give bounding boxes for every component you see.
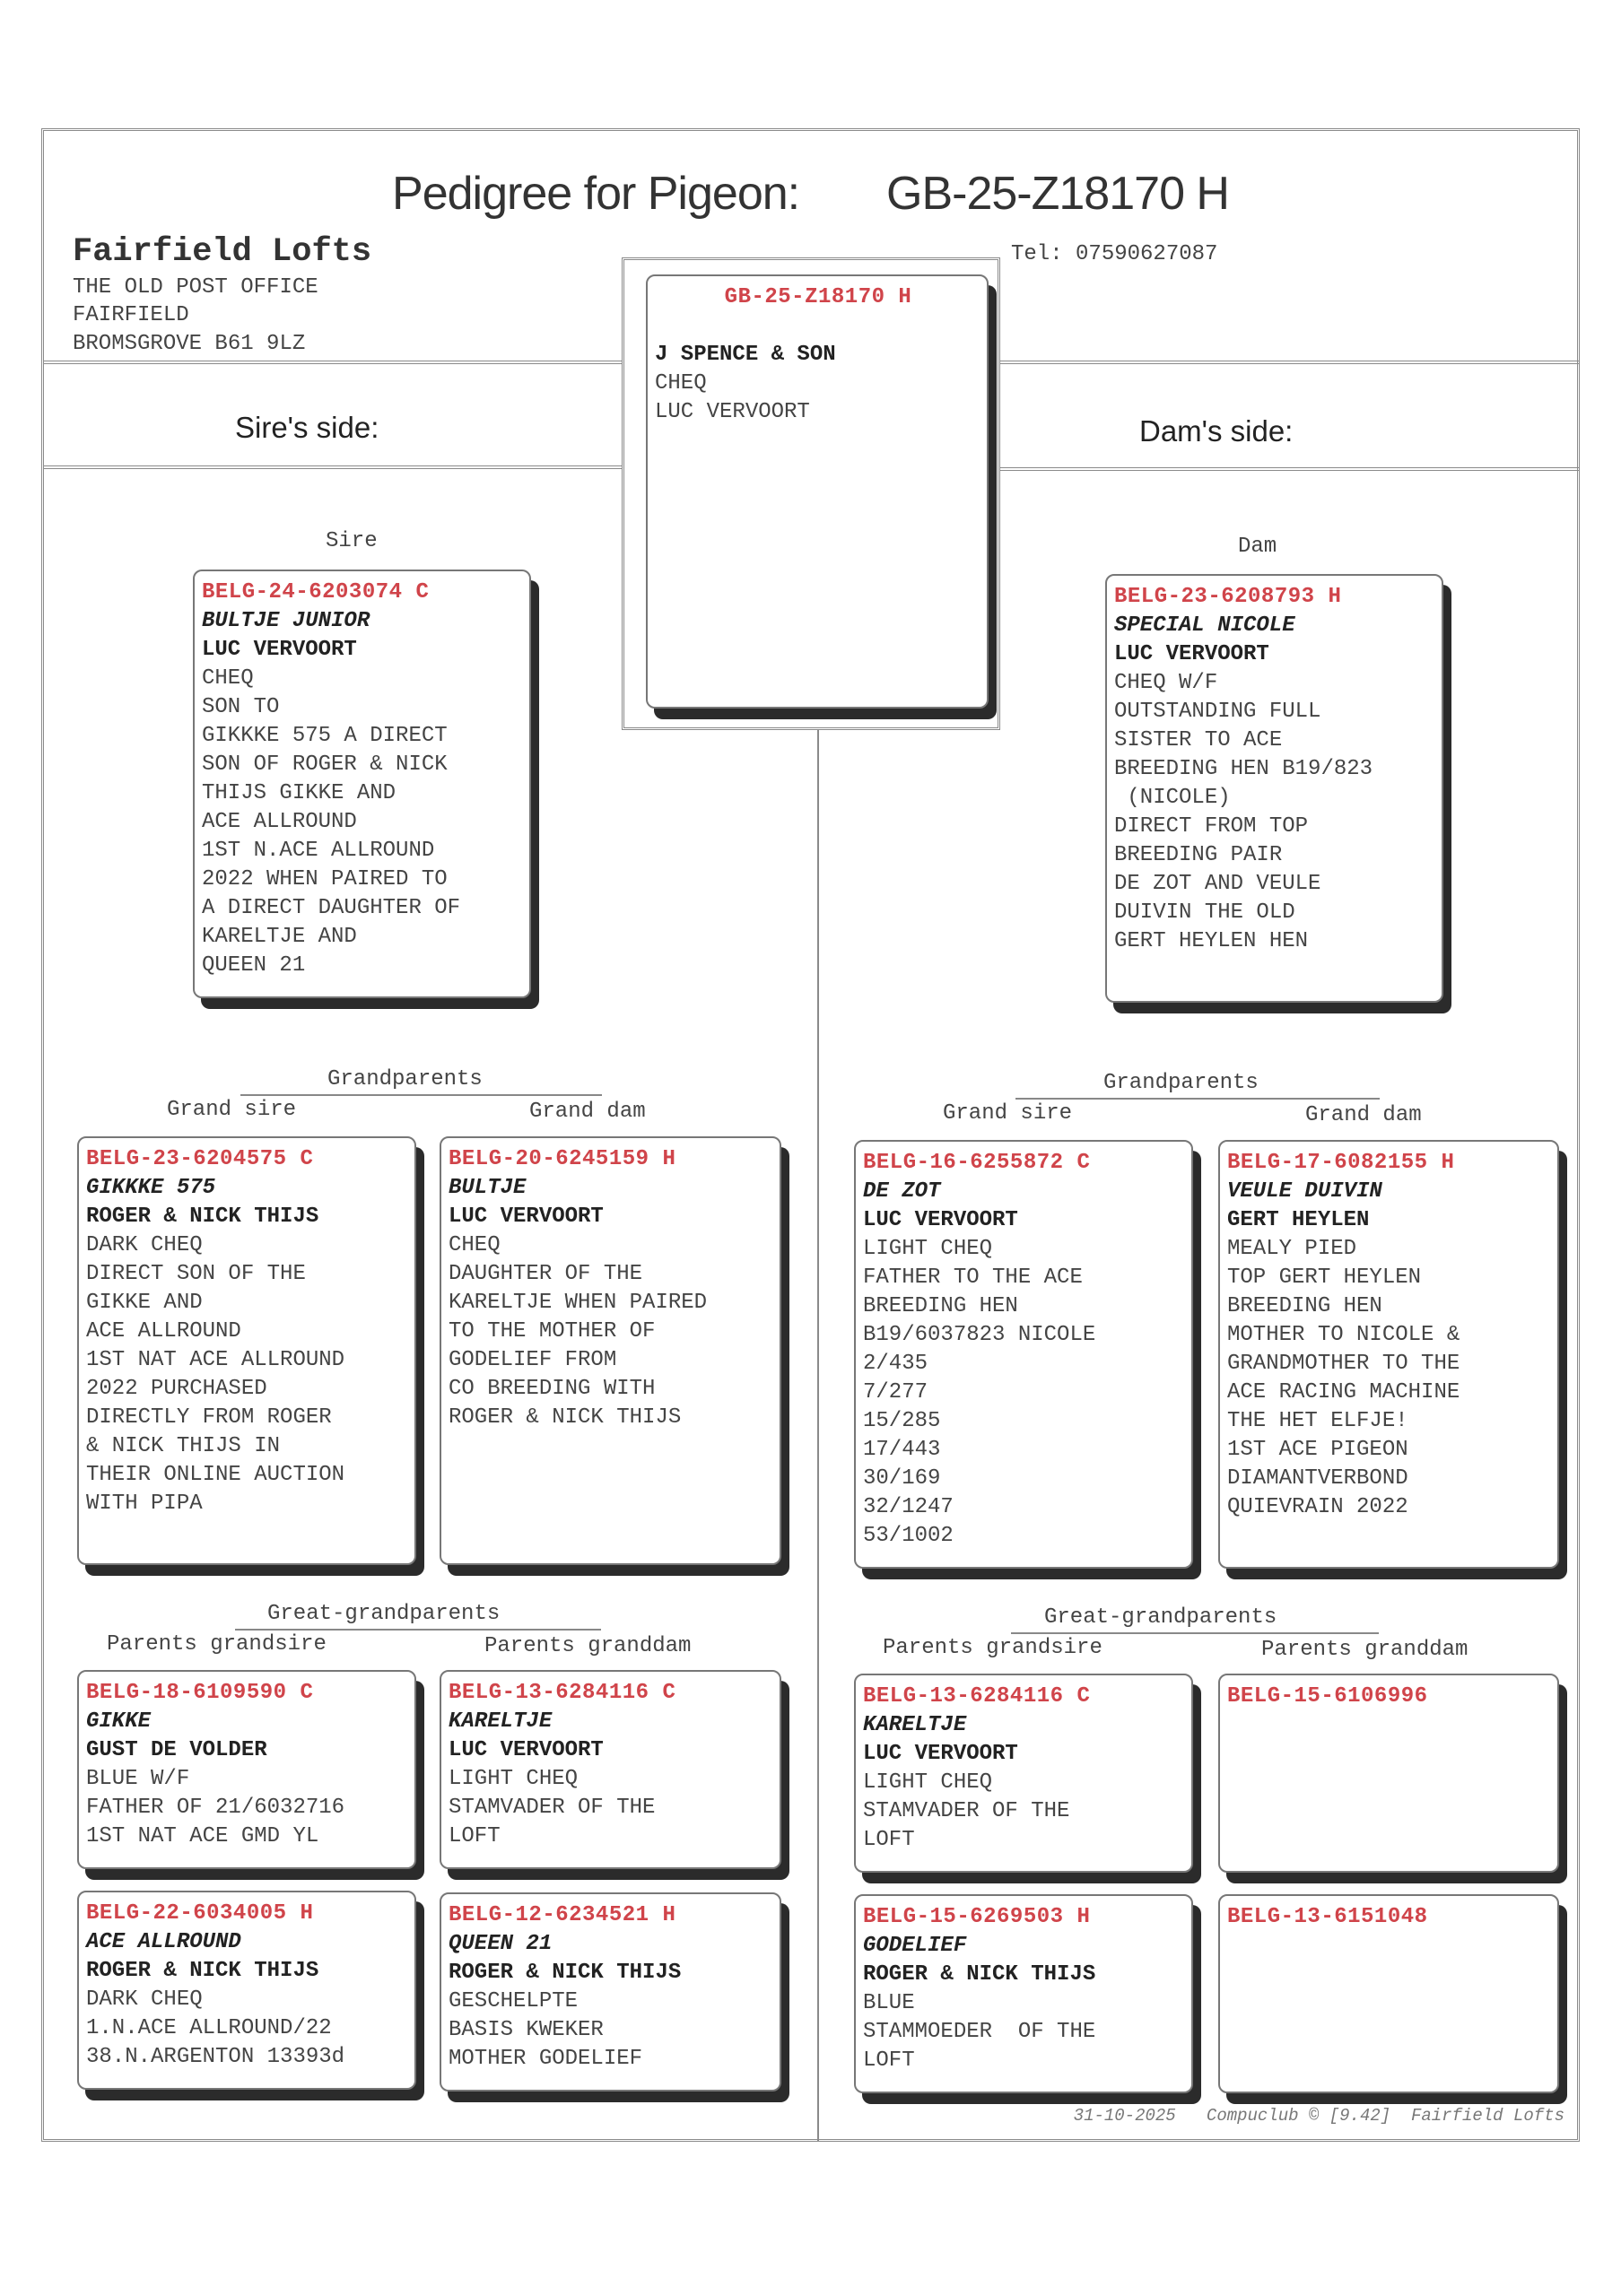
description-line: CHEQ bbox=[655, 371, 707, 396]
description-line: THIJS GIKKE AND bbox=[202, 781, 397, 805]
breeder: LUC VERVOORT bbox=[202, 638, 357, 662]
description-line: CO BREEDING WITH bbox=[449, 1377, 656, 1401]
ring-number: BELG-23-6204575 C bbox=[86, 1147, 314, 1171]
description-line: 53/1002 bbox=[863, 1524, 954, 1548]
pigeon-card-great-grandparent[interactable] bbox=[77, 1670, 416, 1869]
pigeon-name: KARELTJE bbox=[863, 1713, 967, 1737]
description-line: BREEDING HEN bbox=[1227, 1294, 1382, 1318]
pigeon-card-subject[interactable] bbox=[646, 274, 989, 709]
grand-sire-label: Grand sire bbox=[167, 1098, 297, 1122]
description-line: DARK CHEQ bbox=[86, 1233, 203, 1257]
pigeon-card-grand-dam[interactable] bbox=[440, 1136, 781, 1565]
ring-number: BELG-22-6034005 H bbox=[86, 1901, 314, 1926]
ring-number: BELG-12-6234521 H bbox=[449, 1903, 676, 1927]
description-line: 2022 PURCHASED bbox=[86, 1377, 267, 1401]
description-line: LOFT bbox=[449, 1824, 501, 1848]
breeder: LUC VERVOORT bbox=[1114, 642, 1269, 666]
divider bbox=[1000, 467, 1579, 471]
divider bbox=[1000, 361, 1579, 364]
description-line: STAMVADER OF THE bbox=[449, 1796, 656, 1820]
description-line: SON OF ROGER & NICK bbox=[202, 752, 448, 777]
pigeon-card-great-grandparent[interactable] bbox=[854, 1894, 1193, 2093]
software-credit: Compuclub © [9.42] bbox=[1206, 2106, 1391, 2126]
pigeon-name: BULTJE JUNIOR bbox=[202, 609, 370, 633]
divider bbox=[1015, 1098, 1380, 1100]
description-line: 1ST NAT ACE GMD YL bbox=[86, 1824, 319, 1848]
description-line: 30/169 bbox=[863, 1466, 941, 1491]
description-line: DIRECT SON OF THE bbox=[86, 1262, 306, 1286]
description-line: TO THE MOTHER OF bbox=[449, 1319, 656, 1344]
description-line: LIGHT CHEQ bbox=[449, 1767, 579, 1791]
description-line: STAMVADER OF THE bbox=[863, 1799, 1070, 1823]
breeder: LUC VERVOORT bbox=[863, 1742, 1018, 1766]
description-line: BREEDING HEN B19/823 bbox=[1114, 757, 1373, 781]
pigeon-card-great-grandparent[interactable] bbox=[1218, 1674, 1559, 1873]
ring-number: BELG-15-6106996 bbox=[1227, 1684, 1428, 1709]
print-date: 31-10-2025 bbox=[1073, 2106, 1176, 2126]
ring-number: BELG-13-6284116 C bbox=[449, 1681, 676, 1705]
description-line: FATHER TO THE ACE bbox=[863, 1265, 1083, 1290]
description-line: A DIRECT DAUGHTER OF bbox=[202, 896, 461, 920]
description-line: ACE ALLROUND bbox=[202, 810, 357, 834]
great-grandparents-label: Great-grandparents bbox=[1044, 1605, 1277, 1630]
pigeon-name: BULTJE bbox=[449, 1176, 527, 1200]
description-line: GRANDMOTHER TO THE bbox=[1227, 1352, 1460, 1376]
divider bbox=[44, 465, 622, 469]
grand-dam-label: Grand dam bbox=[1305, 1103, 1422, 1127]
description-line: QUEEN 21 bbox=[202, 953, 306, 978]
description-line: BASIS KWEKER bbox=[449, 2018, 604, 2042]
description-line: LIGHT CHEQ bbox=[863, 1237, 993, 1261]
pigeon-name: GODELIEF bbox=[863, 1934, 967, 1958]
description-line: BLUE W/F bbox=[86, 1767, 190, 1791]
description-line: 1ST NAT ACE ALLROUND bbox=[86, 1348, 345, 1372]
description-line: B19/6037823 NICOLE bbox=[863, 1323, 1096, 1347]
ring-number: BELG-24-6203074 C bbox=[202, 580, 430, 604]
address-line: BROMSGROVE B61 9LZ bbox=[73, 332, 306, 356]
pigeon-name: QUEEN 21 bbox=[449, 1932, 553, 1956]
breeder: LUC VERVOORT bbox=[449, 1738, 604, 1762]
grand-dam-label: Grand dam bbox=[529, 1100, 646, 1124]
description-line: MOTHER GODELIEF bbox=[449, 2047, 643, 2071]
grandparents-label: Grandparents bbox=[327, 1067, 483, 1091]
description-line: BREEDING PAIR bbox=[1114, 843, 1283, 867]
description-line: WITH PIPA bbox=[86, 1492, 203, 1516]
description-line: LIGHT CHEQ bbox=[863, 1770, 993, 1795]
dam-label: Dam bbox=[1238, 535, 1277, 559]
page-title bbox=[0, 167, 1621, 221]
description-line: OUTSTANDING FULL bbox=[1114, 700, 1321, 724]
description-line: SISTER TO ACE bbox=[1114, 728, 1283, 752]
pigeon-name: DE ZOT bbox=[863, 1179, 941, 1204]
breeder: ROGER & NICK THIJS bbox=[86, 1959, 319, 1983]
ring-number: GB-25-Z18170 H bbox=[724, 285, 912, 309]
pigeon-card-grand-sire[interactable] bbox=[854, 1140, 1193, 1569]
description-line: CHEQ bbox=[202, 666, 254, 691]
ring-number: BELG-16-6255872 C bbox=[863, 1151, 1091, 1175]
parents-grandsire-label: Parents grandsire bbox=[883, 1636, 1102, 1660]
description-line: THE HET ELFJE! bbox=[1227, 1409, 1408, 1433]
pigeon-name: KARELTJE bbox=[449, 1709, 553, 1734]
breeder: ROGER & NICK THIJS bbox=[86, 1205, 319, 1229]
description-line: 1ST N.ACE ALLROUND bbox=[202, 839, 435, 863]
description-line: 2/435 bbox=[863, 1352, 928, 1376]
description-line: MEALY PIED bbox=[1227, 1237, 1357, 1261]
breeder: ROGER & NICK THIJS bbox=[449, 1961, 682, 1985]
parents-granddam-label: Parents granddam bbox=[484, 1634, 692, 1658]
center-divider bbox=[817, 730, 819, 2141]
ring-number: BELG-23-6208793 H bbox=[1114, 585, 1342, 609]
description-line: THEIR ONLINE AUCTION bbox=[86, 1463, 345, 1487]
pigeon-card-great-grandparent[interactable] bbox=[440, 1670, 781, 1869]
description-line: KARELTJE WHEN PAIRED bbox=[449, 1291, 708, 1315]
description-line: ACE RACING MACHINE bbox=[1227, 1380, 1460, 1405]
description-line: 7/277 bbox=[863, 1380, 928, 1405]
description-line: 17/443 bbox=[863, 1438, 941, 1462]
description-line: (NICOLE) bbox=[1114, 786, 1231, 810]
grand-sire-label: Grand sire bbox=[943, 1101, 1073, 1126]
description-line: LUC VERVOORT bbox=[655, 400, 810, 424]
description-line: SON TO bbox=[202, 695, 280, 719]
sire-label: Sire bbox=[326, 529, 378, 553]
description-line: 32/1247 bbox=[863, 1495, 954, 1519]
title-prefix: Pedigree for Pigeon: bbox=[392, 168, 800, 220]
description-line: GIKKKE 575 A DIRECT bbox=[202, 724, 448, 748]
description-line: DUIVIN THE OLD bbox=[1114, 900, 1295, 925]
description-line: BLUE bbox=[863, 1991, 915, 2015]
ring-number: BELG-13-6151048 bbox=[1227, 1905, 1428, 1929]
pigeon-name: GIKKE bbox=[86, 1709, 152, 1734]
description-line: DIRECTLY FROM ROGER bbox=[86, 1405, 332, 1430]
address-line: FAIRFIELD bbox=[73, 303, 189, 327]
description-line: GERT HEYLEN HEN bbox=[1114, 929, 1309, 953]
breeder: J SPENCE & SON bbox=[655, 343, 836, 367]
pigeon-name: GIKKKE 575 bbox=[86, 1176, 216, 1200]
description-line: FATHER OF 21/6032716 bbox=[86, 1796, 345, 1820]
grandparents-label: Grandparents bbox=[1103, 1071, 1259, 1095]
description-line: KARELTJE AND bbox=[202, 925, 357, 949]
description-line: GIKKE AND bbox=[86, 1291, 203, 1315]
description-line: 15/285 bbox=[863, 1409, 941, 1433]
pigeon-name: SPECIAL NICOLE bbox=[1114, 613, 1295, 638]
pigeon-name: VEULE DUIVIN bbox=[1227, 1179, 1382, 1204]
address-line: THE OLD POST OFFICE bbox=[73, 275, 318, 300]
description-line: GESCHELPTE bbox=[449, 1989, 579, 2013]
description-line: QUIEVRAIN 2022 bbox=[1227, 1495, 1408, 1519]
description-line: BREEDING HEN bbox=[863, 1294, 1018, 1318]
pigeon-card-great-grandparent[interactable] bbox=[440, 1892, 781, 2092]
pigeon-card-grand-dam[interactable] bbox=[1218, 1140, 1559, 1569]
breeder: LUC VERVOORT bbox=[863, 1208, 1018, 1232]
ring-number: BELG-20-6245159 H bbox=[449, 1147, 676, 1171]
description-line: GODELIEF FROM bbox=[449, 1348, 617, 1372]
description-line: CHEQ W/F bbox=[1114, 671, 1218, 695]
description-line: DIAMANTVERBOND bbox=[1227, 1466, 1408, 1491]
description-line: LOFT bbox=[863, 1828, 915, 1852]
description-line: ROGER & NICK THIJS bbox=[449, 1405, 682, 1430]
divider bbox=[235, 1629, 601, 1631]
telephone: Tel: 07590627087 bbox=[1011, 242, 1218, 266]
parents-grandsire-label: Parents grandsire bbox=[107, 1632, 327, 1657]
parents-granddam-label: Parents granddam bbox=[1261, 1638, 1468, 1662]
ring-number: BELG-18-6109590 C bbox=[86, 1681, 314, 1705]
breeder: LUC VERVOORT bbox=[449, 1205, 604, 1229]
divider bbox=[240, 1094, 602, 1096]
pigeon-card-great-grandparent[interactable] bbox=[1218, 1894, 1559, 2093]
breeder: GERT HEYLEN bbox=[1227, 1208, 1370, 1232]
description-line: 38.N.ARGENTON 13393d bbox=[86, 2045, 345, 2069]
pigeon-card-great-grandparent[interactable] bbox=[854, 1674, 1193, 1873]
description-line: 2022 WHEN PAIRED TO bbox=[202, 867, 448, 891]
description-line: DARK CHEQ bbox=[86, 1987, 203, 2012]
description-line: TOP GERT HEYLEN bbox=[1227, 1265, 1422, 1290]
description-line: CHEQ bbox=[449, 1233, 501, 1257]
pigeon-card-sire[interactable] bbox=[193, 570, 531, 998]
ring-number: BELG-13-6284116 C bbox=[863, 1684, 1091, 1709]
description-line: ACE ALLROUND bbox=[86, 1319, 241, 1344]
footer-loft: Fairfield Lofts bbox=[1410, 2106, 1564, 2126]
pigeon-card-great-grandparent[interactable] bbox=[77, 1891, 416, 2090]
description-line: & NICK THIJS IN bbox=[86, 1434, 281, 1458]
ring-number: BELG-15-6269503 H bbox=[863, 1905, 1091, 1929]
description-line: MOTHER TO NICOLE & bbox=[1227, 1323, 1460, 1347]
pigeon-name: ACE ALLROUND bbox=[86, 1930, 241, 1954]
pigeon-card-grand-sire[interactable] bbox=[77, 1136, 416, 1565]
divider bbox=[1011, 1632, 1379, 1634]
pigeon-card-dam[interactable] bbox=[1105, 574, 1443, 1003]
description-line: STAMMOEDER OF THE bbox=[863, 2020, 1096, 2044]
description-line: 1ST ACE PIGEON bbox=[1227, 1438, 1408, 1462]
loft-name: Fairfield Lofts bbox=[73, 233, 372, 271]
great-grandparents-label: Great-grandparents bbox=[267, 1602, 501, 1626]
breeder: ROGER & NICK THIJS bbox=[863, 1962, 1096, 1987]
description-line: LOFT bbox=[863, 2048, 915, 2073]
description-line: DAUGHTER OF THE bbox=[449, 1262, 643, 1286]
divider bbox=[44, 361, 622, 364]
description-line: DE ZOT AND VEULE bbox=[1114, 872, 1321, 896]
dam-side-label: Dam's side: bbox=[1139, 414, 1294, 448]
breeder: GUST DE VOLDER bbox=[86, 1738, 267, 1762]
title-ring: GB-25-Z18170 H bbox=[886, 168, 1229, 220]
description-line: DIRECT FROM TOP bbox=[1114, 814, 1309, 839]
footer bbox=[1074, 2106, 1564, 2126]
sire-side-label: Sire's side: bbox=[235, 411, 379, 444]
description-line: 1.N.ACE ALLROUND/22 bbox=[86, 2016, 332, 2040]
ring-number: BELG-17-6082155 H bbox=[1227, 1151, 1455, 1175]
